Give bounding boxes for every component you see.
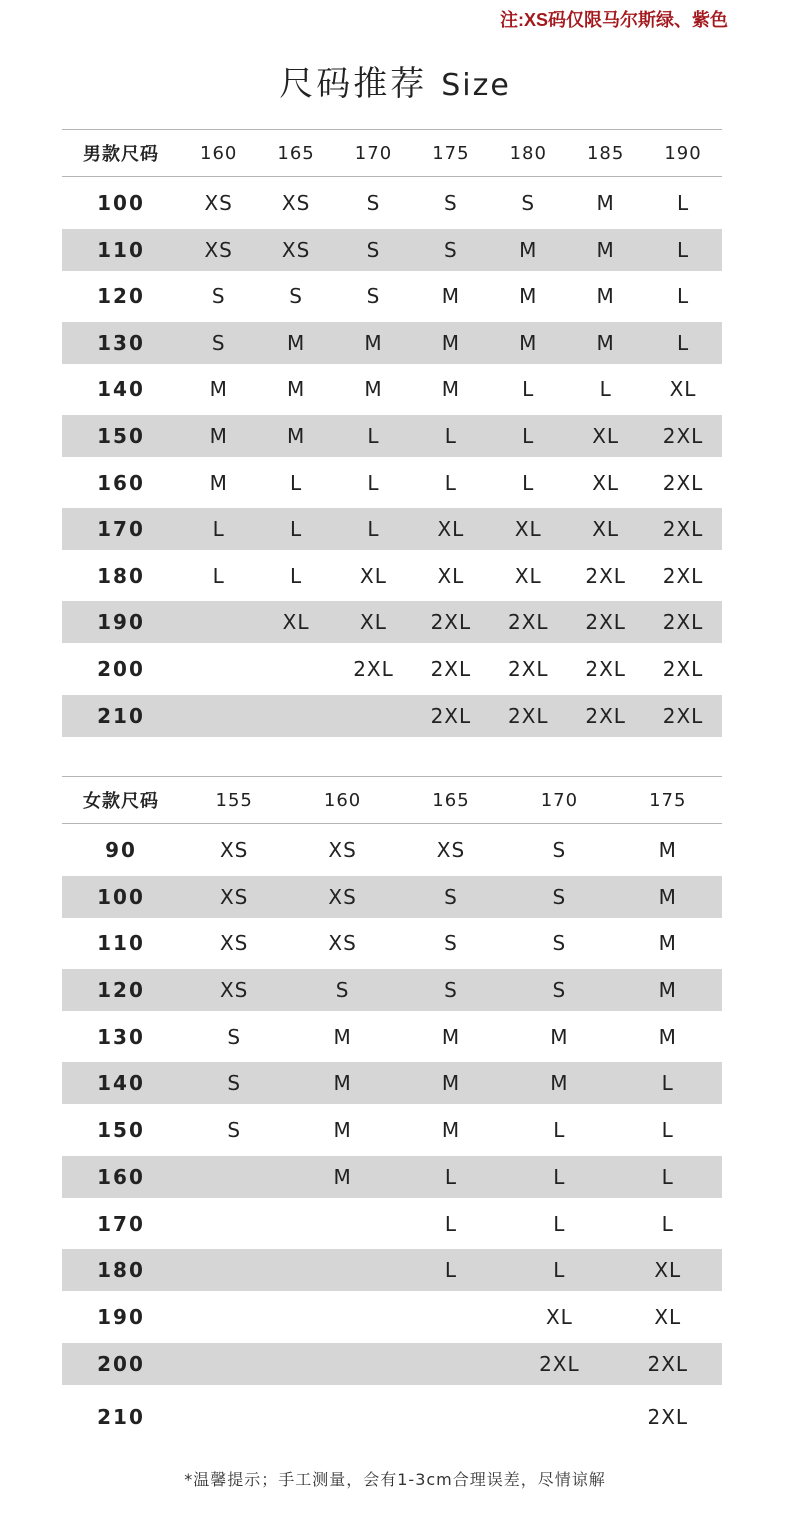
women-table-row xyxy=(62,1389,722,1445)
men-size-cell: L xyxy=(522,377,535,402)
women-size-table xyxy=(62,776,722,1445)
men-size-cell: XL xyxy=(282,610,310,635)
men-size-cell: 2XL xyxy=(507,610,549,635)
women-height-col: 170 xyxy=(540,789,579,811)
men-size-cell: S xyxy=(211,284,226,309)
women-height-col: 165 xyxy=(432,789,470,811)
women-header-label: 女款尺码 xyxy=(83,791,159,812)
men-size-cell: 2XL xyxy=(662,563,704,588)
women-size-cell: S xyxy=(227,1024,242,1049)
women-weight-cell: 90 xyxy=(105,838,137,862)
women-size-cell: 2XL xyxy=(647,1405,689,1430)
women-table-row xyxy=(62,1296,722,1338)
men-size-cell: 2XL xyxy=(662,610,704,635)
men-size-cell: L xyxy=(444,470,457,495)
women-size-cell: M xyxy=(441,1071,461,1096)
men-size-cell: L xyxy=(522,423,535,448)
men-table-row xyxy=(62,182,722,224)
women-size-cell: S xyxy=(444,884,458,909)
women-weight-cell: 120 xyxy=(97,978,145,1003)
men-size-cell: L xyxy=(444,423,457,448)
women-weight-cell: 140 xyxy=(97,1071,145,1096)
women-weight-cell: 210 xyxy=(97,1405,145,1430)
men-size-cell: L xyxy=(290,517,303,542)
men-weight-cell: 180 xyxy=(97,563,145,588)
women-weight-cell: 190 xyxy=(97,1304,145,1329)
men-size-cell: L xyxy=(367,470,380,495)
women-table-row xyxy=(62,1249,722,1291)
men-weight-cell: 170 xyxy=(97,517,145,542)
men-size-cell: XS xyxy=(281,237,311,262)
title-en: Size xyxy=(441,68,511,103)
men-size-cell: M xyxy=(596,284,615,309)
women-size-cell: M xyxy=(658,884,677,909)
men-size-cell: XL xyxy=(592,423,620,448)
women-size-cell: L xyxy=(553,1164,566,1189)
women-table-row xyxy=(62,1203,722,1245)
men-size-cell: M xyxy=(519,284,538,309)
women-size-cell: M xyxy=(333,1118,352,1143)
women-weight-cell: 150 xyxy=(97,1118,145,1143)
men-size-cell: XL xyxy=(437,517,465,542)
women-size-cell: M xyxy=(658,1024,677,1049)
men-weight-cell: 160 xyxy=(97,470,145,495)
women-weight-cell: 130 xyxy=(97,1024,145,1049)
men-size-cell: XS xyxy=(204,191,233,215)
women-size-cell: XS xyxy=(219,838,249,862)
men-table-row xyxy=(62,229,722,271)
men-size-cell: M xyxy=(519,237,538,262)
women-table-row xyxy=(62,1343,722,1385)
women-size-cell: S xyxy=(552,884,567,909)
men-size-cell: M xyxy=(441,330,460,355)
men-size-cell: M xyxy=(596,191,615,215)
women-size-cell: 2XL xyxy=(647,1351,689,1376)
women-size-cell: M xyxy=(658,838,677,862)
women-size-cell: S xyxy=(227,1071,242,1096)
men-height-col: 175 xyxy=(432,142,470,164)
men-size-cell: XL xyxy=(437,563,465,588)
men-size-cell: 2XL xyxy=(585,656,626,681)
men-height-col: 170 xyxy=(354,142,393,164)
men-size-cell: 2XL xyxy=(353,656,394,681)
men-height-col: 190 xyxy=(664,142,702,164)
men-size-cell: 2XL xyxy=(662,656,704,681)
women-weight-cell: 100 xyxy=(97,884,145,909)
women-table-row xyxy=(62,1016,722,1058)
men-size-cell: XL xyxy=(514,563,542,588)
men-size-cell: S xyxy=(521,191,536,215)
men-size-cell: L xyxy=(676,191,690,215)
men-weight-cell: 210 xyxy=(97,703,145,728)
men-size-cell: M xyxy=(364,377,383,402)
women-size-cell: XS xyxy=(328,931,357,956)
women-size-cell: L xyxy=(661,1164,674,1189)
women-weight-cell: 170 xyxy=(97,1211,145,1236)
men-size-cell: 2XL xyxy=(507,656,549,681)
men-size-cell: S xyxy=(444,237,458,262)
women-size-cell: M xyxy=(550,1024,569,1049)
men-height-col: 160 xyxy=(200,142,238,164)
women-size-cell: L xyxy=(553,1118,566,1143)
men-header-row xyxy=(62,129,722,177)
men-size-cell: M xyxy=(286,377,306,402)
xs-note: 注:XS码仅限马尔斯绿、紫色 xyxy=(499,10,728,30)
men-table-row xyxy=(62,601,722,643)
men-weight-cell: 120 xyxy=(97,284,145,309)
men-size-cell: M xyxy=(441,377,460,402)
men-weight-cell: 110 xyxy=(97,237,145,262)
men-height-col: 180 xyxy=(509,142,547,164)
women-size-cell: M xyxy=(441,1118,461,1143)
women-size-cell: XL xyxy=(545,1304,573,1329)
men-size-cell: XL xyxy=(514,517,542,542)
men-height-col: 185 xyxy=(586,142,625,164)
men-table-row xyxy=(62,415,722,457)
women-size-cell: M xyxy=(658,978,677,1003)
men-size-cell: L xyxy=(522,470,535,495)
men-table-row xyxy=(62,695,722,737)
women-size-cell: L xyxy=(553,1258,566,1283)
men-size-cell: 2XL xyxy=(430,656,472,681)
women-size-cell: L xyxy=(444,1211,458,1236)
men-table-row xyxy=(62,322,722,364)
women-size-cell: M xyxy=(333,1164,352,1189)
women-weight-cell: 110 xyxy=(97,931,145,956)
men-size-cell: XL xyxy=(360,610,387,635)
women-table-row xyxy=(62,829,722,871)
women-weight-cell: 160 xyxy=(97,1164,145,1189)
men-size-cell: L xyxy=(290,470,303,495)
women-size-cell: S xyxy=(227,1118,242,1143)
women-size-cell: XS xyxy=(436,838,466,862)
women-table-row xyxy=(62,1156,722,1198)
women-size-cell: L xyxy=(444,1164,458,1189)
women-size-cell: M xyxy=(333,1024,352,1049)
women-size-cell: S xyxy=(335,978,350,1003)
women-rows xyxy=(62,829,722,1445)
women-weight-cell: 180 xyxy=(97,1258,145,1283)
page-title xyxy=(0,56,790,105)
men-size-cell: XL xyxy=(592,470,620,495)
men-weight-cell: 200 xyxy=(97,656,145,681)
men-size-cell: M xyxy=(286,423,306,448)
women-size-cell: XS xyxy=(219,884,249,909)
men-weight-cell: 130 xyxy=(97,330,145,355)
men-size-cell: M xyxy=(209,470,228,495)
men-size-cell: L xyxy=(212,517,225,542)
men-size-table xyxy=(62,129,722,737)
men-size-cell: L xyxy=(290,563,303,588)
women-height-col: 160 xyxy=(323,789,362,811)
men-size-cell: M xyxy=(519,330,538,355)
women-size-cell: XS xyxy=(328,884,357,909)
women-size-cell: S xyxy=(444,978,458,1003)
men-size-cell: S xyxy=(444,191,458,215)
women-size-cell: S xyxy=(552,838,567,862)
men-size-cell: S xyxy=(366,237,381,262)
title-cn: 尺码推荐 xyxy=(279,64,428,104)
men-table-row xyxy=(62,648,722,690)
women-size-cell: M xyxy=(658,931,677,956)
men-size-cell: S xyxy=(289,284,303,309)
men-size-cell: XL xyxy=(360,563,387,588)
men-size-cell: 2XL xyxy=(430,610,472,635)
men-size-cell: 2XL xyxy=(662,470,704,495)
men-table-row xyxy=(62,508,722,550)
men-size-cell: 2XL xyxy=(662,517,704,542)
men-size-cell: L xyxy=(676,237,690,262)
women-size-cell: XL xyxy=(654,1258,682,1283)
men-table-row xyxy=(62,555,722,597)
women-size-cell: L xyxy=(661,1071,674,1096)
men-size-cell: M xyxy=(441,284,460,309)
women-weight-cell: 200 xyxy=(97,1351,145,1376)
men-table-row xyxy=(62,462,722,504)
women-size-cell: XS xyxy=(219,931,249,956)
women-size-cell: L xyxy=(553,1211,566,1236)
women-table-row xyxy=(62,1109,722,1151)
women-size-cell: XS xyxy=(219,978,249,1003)
women-table-row xyxy=(62,922,722,964)
women-size-cell: XS xyxy=(328,838,357,862)
women-size-cell: S xyxy=(552,931,567,956)
women-size-cell: S xyxy=(552,978,567,1003)
women-size-cell: M xyxy=(441,1024,461,1049)
women-table-row xyxy=(62,969,722,1011)
men-size-cell: 2XL xyxy=(585,610,626,635)
men-size-cell: M xyxy=(209,423,228,448)
men-size-cell: L xyxy=(676,330,690,355)
men-size-cell: L xyxy=(367,423,380,448)
men-rows xyxy=(62,182,722,737)
men-size-cell: XL xyxy=(592,517,620,542)
men-size-cell: 2XL xyxy=(662,703,704,728)
women-height-col: 155 xyxy=(215,789,253,811)
men-header-label: 男款尺码 xyxy=(83,144,159,165)
women-size-cell: M xyxy=(333,1071,352,1096)
men-size-cell: 2XL xyxy=(430,703,472,728)
men-table-row xyxy=(62,275,722,317)
men-size-cell: XS xyxy=(281,191,311,215)
men-size-cell: M xyxy=(364,330,383,355)
men-size-cell: L xyxy=(367,517,380,542)
men-weight-cell: 140 xyxy=(97,377,145,402)
men-size-cell: M xyxy=(286,330,306,355)
men-size-cell: S xyxy=(366,284,381,309)
women-table-row xyxy=(62,876,722,918)
men-weight-cell: 190 xyxy=(97,610,145,635)
men-size-cell: 2XL xyxy=(585,703,626,728)
men-size-cell: S xyxy=(366,191,381,215)
men-size-cell: M xyxy=(596,237,615,262)
women-size-cell: L xyxy=(661,1118,674,1143)
men-size-cell: 2XL xyxy=(507,703,549,728)
women-size-cell: S xyxy=(444,931,458,956)
women-size-cell: XL xyxy=(654,1304,682,1329)
men-table-row xyxy=(62,368,722,410)
men-size-cell: XS xyxy=(204,237,233,262)
men-size-cell: XL xyxy=(669,377,697,402)
men-size-cell: 2XL xyxy=(662,423,704,448)
women-size-cell: L xyxy=(444,1258,458,1283)
women-header-row xyxy=(62,776,722,824)
men-weight-cell: 100 xyxy=(97,191,145,215)
men-size-cell: M xyxy=(596,330,615,355)
footer-tip: *温馨提示；手工测量，会有1-3cm合理误差，尽情谅解 xyxy=(184,1470,606,1489)
women-table-row xyxy=(62,1062,722,1104)
women-height-col: 175 xyxy=(649,789,687,811)
men-size-cell: S xyxy=(211,330,226,355)
men-size-cell: 2XL xyxy=(585,563,626,588)
men-height-col: 165 xyxy=(277,142,315,164)
men-size-cell: L xyxy=(212,563,225,588)
women-size-cell: L xyxy=(661,1211,674,1236)
women-size-cell: M xyxy=(550,1071,569,1096)
men-size-cell: L xyxy=(676,284,690,309)
men-size-cell: L xyxy=(599,377,612,402)
women-size-cell: 2XL xyxy=(539,1351,580,1376)
men-size-cell: M xyxy=(209,377,228,402)
men-weight-cell: 150 xyxy=(97,423,145,448)
